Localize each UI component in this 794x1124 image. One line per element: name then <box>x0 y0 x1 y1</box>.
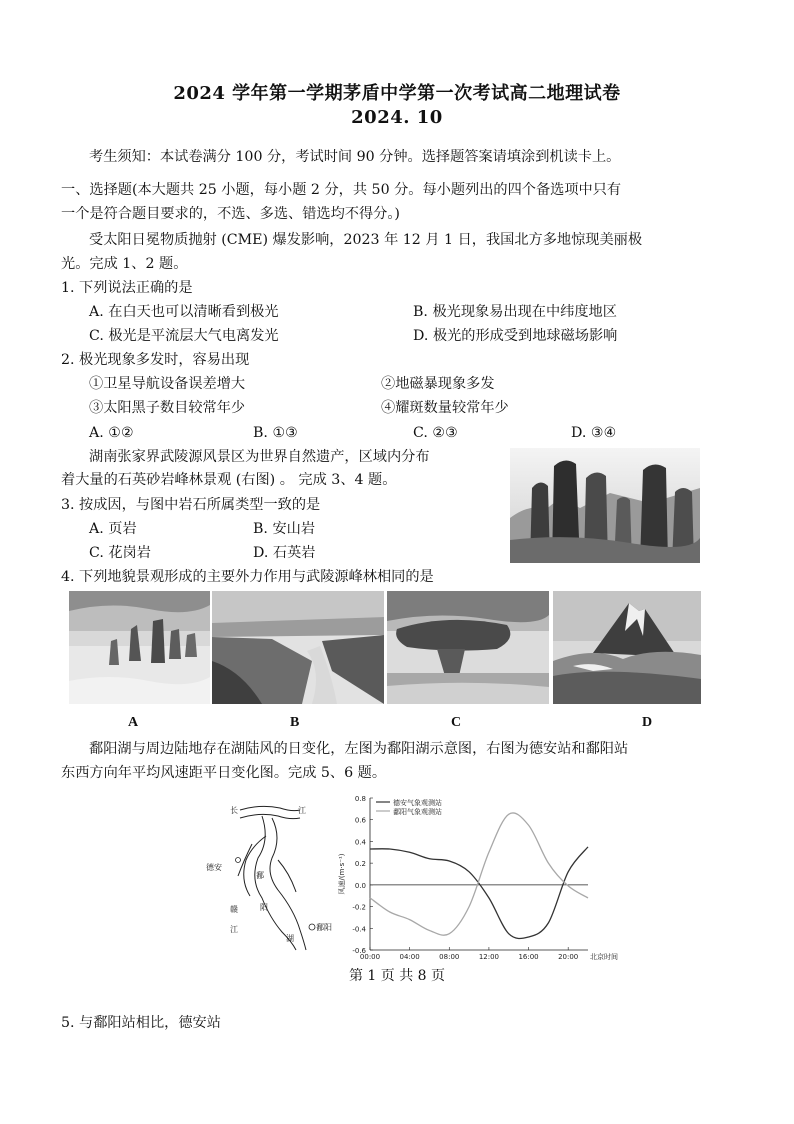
q2-stem: 2. 极光现象多发时，容易出现 <box>61 352 250 368</box>
q1-option-a: A. 在白天也可以清晰看到极光 <box>89 304 279 320</box>
q2-option-a: A. ①② <box>89 425 134 441</box>
q1-option-d: D. 极光的形成受到地球磁场影响 <box>413 328 618 344</box>
x-tick-label: 16:00 <box>518 953 539 961</box>
map-label-jiang-yangtze: 江 <box>298 806 306 815</box>
q3-option-a: A. 页岩 <box>89 521 137 537</box>
q1-stem: 1. 下列说法正确的是 <box>61 280 193 296</box>
q1-option-c: C. 极光是平流层大气电离发光 <box>89 328 279 344</box>
y-tick-label: 0.2 <box>354 860 366 869</box>
y-axis-label: 风速/(m·s⁻¹) <box>338 853 346 895</box>
map-label-yang: 阳 <box>260 903 268 912</box>
q2-statement-1: ①卫星导航设备误差增大 <box>89 376 246 392</box>
map-label-gan: 赣 <box>230 905 238 914</box>
x-tick-label: 08:00 <box>439 953 460 961</box>
q2-option-b: B. ①③ <box>253 425 298 441</box>
wuling-context-line1: 湖南张家界武陵源风景区为世界自然遗产，区域内分布 <box>89 449 430 465</box>
q3-option-d: D. 石英岩 <box>253 545 316 561</box>
page-title: 2024 学年第一学期茅盾中学第一次考试高二地理试卷 <box>173 83 621 104</box>
landform-label-b: B <box>290 715 300 730</box>
x-tick-label: 12:00 <box>478 953 500 961</box>
y-tick-label: 0.0 <box>354 881 366 890</box>
x-tick-label: 04:00 <box>399 953 420 961</box>
map-label-po: 鄱 <box>256 871 264 880</box>
landform-label-a: A <box>128 715 139 730</box>
map-label-dean: 德安 <box>206 863 222 872</box>
y-tick-label: -0.4 <box>352 925 366 934</box>
wind-anomaly-chart <box>330 790 618 961</box>
map-label-chang: 长 <box>230 806 238 815</box>
map-label-jiang-gan: 江 <box>230 925 238 934</box>
page-footer: 第 1 页 共 8 页 <box>348 968 446 984</box>
x-axis-label: 北京时间 <box>590 953 618 961</box>
x-tick-label: 00:00 <box>359 953 381 961</box>
landform-photo-d <box>553 591 701 704</box>
notice: 考生须知：本试卷满分 100 分，考试时间 90 分钟。选择题答案请填涂到机读卡上。 <box>89 149 621 165</box>
q2-statement-3: ③太阳黑子数目较常年少 <box>89 400 246 416</box>
map-label-poyang: 鄱阳 <box>316 923 332 932</box>
poyang-context-line2: 东西方向年平均风速距平日变化图。完成 5、6 题。 <box>61 765 387 781</box>
series-line-0 <box>370 847 588 939</box>
x-tick-label: 20:00 <box>558 953 579 961</box>
q2-option-c: C. ②③ <box>413 425 458 441</box>
q3-stem: 3. 按成因，与图中岩石所属类型一致的是 <box>61 497 321 513</box>
y-tick-label: -0.2 <box>352 903 366 912</box>
q2-statement-2: ②地磁暴现象多发 <box>381 376 495 392</box>
landform-label-d: D <box>642 715 653 730</box>
poyang-context-line1: 鄱阳湖与周边陆地存在湖陆风的日变化，左图为鄱阳湖示意图，右图为德安站和鄱阳站 <box>89 741 629 757</box>
landform-photo-b <box>212 591 384 704</box>
y-tick-label: 0.6 <box>354 816 366 825</box>
legend-label-1: 鄱阳气象观测站 <box>393 808 442 816</box>
q4-stem: 4. 下列地貌景观形成的主要外力作用与武陵源峰林相同的是 <box>61 569 434 585</box>
y-tick-label: -0.6 <box>352 947 366 955</box>
q1-option-b: B. 极光现象易出现在中纬度地区 <box>413 304 617 320</box>
section1-line1: 一、选择题(本大题共 25 小题，每小题 2 分，共 50 分。每小题列出的四个备选项中只有 <box>61 182 622 198</box>
q2-statement-4: ④耀斑数量较常年少 <box>381 400 509 416</box>
wuling-context-line2: 着大量的石英砂岩峰林景观 (右图) 。 完成 3、4 题。 <box>61 472 397 488</box>
y-tick-label: 0.4 <box>354 838 366 847</box>
wulingyuan-photo <box>510 448 700 563</box>
q3-option-b: B. 安山岩 <box>253 521 316 537</box>
exam-date: 2024. 10 <box>351 107 443 128</box>
landform-label-c: C <box>451 715 462 730</box>
legend-label-0: 德安气象观测站 <box>393 799 442 807</box>
aurora-context-line2: 光。完成 1、2 题。 <box>61 256 188 272</box>
aurora-context-line1: 受太阳日冕物质抛射 (CME) 爆发影响，2023 年 12 月 1 日，我国北方多地惊现美丽极 <box>89 232 643 248</box>
series-line-1 <box>370 813 588 935</box>
landform-photo-a <box>69 591 210 704</box>
landform-photo-c <box>387 591 549 704</box>
q5-stem: 5. 与鄱阳站相比，德安站 <box>61 1015 221 1031</box>
section1-line2: 一个是符合题目要求的，不选、多选、错选均不得分。) <box>61 206 400 222</box>
poyang-lake-map <box>200 800 330 955</box>
y-tick-label: 0.8 <box>354 795 366 803</box>
q3-option-c: C. 花岗岩 <box>89 545 151 561</box>
map-label-hu: 湖 <box>286 934 294 943</box>
q2-option-d: D. ③④ <box>571 425 617 441</box>
wind-anomaly-chart-svg <box>330 790 618 961</box>
